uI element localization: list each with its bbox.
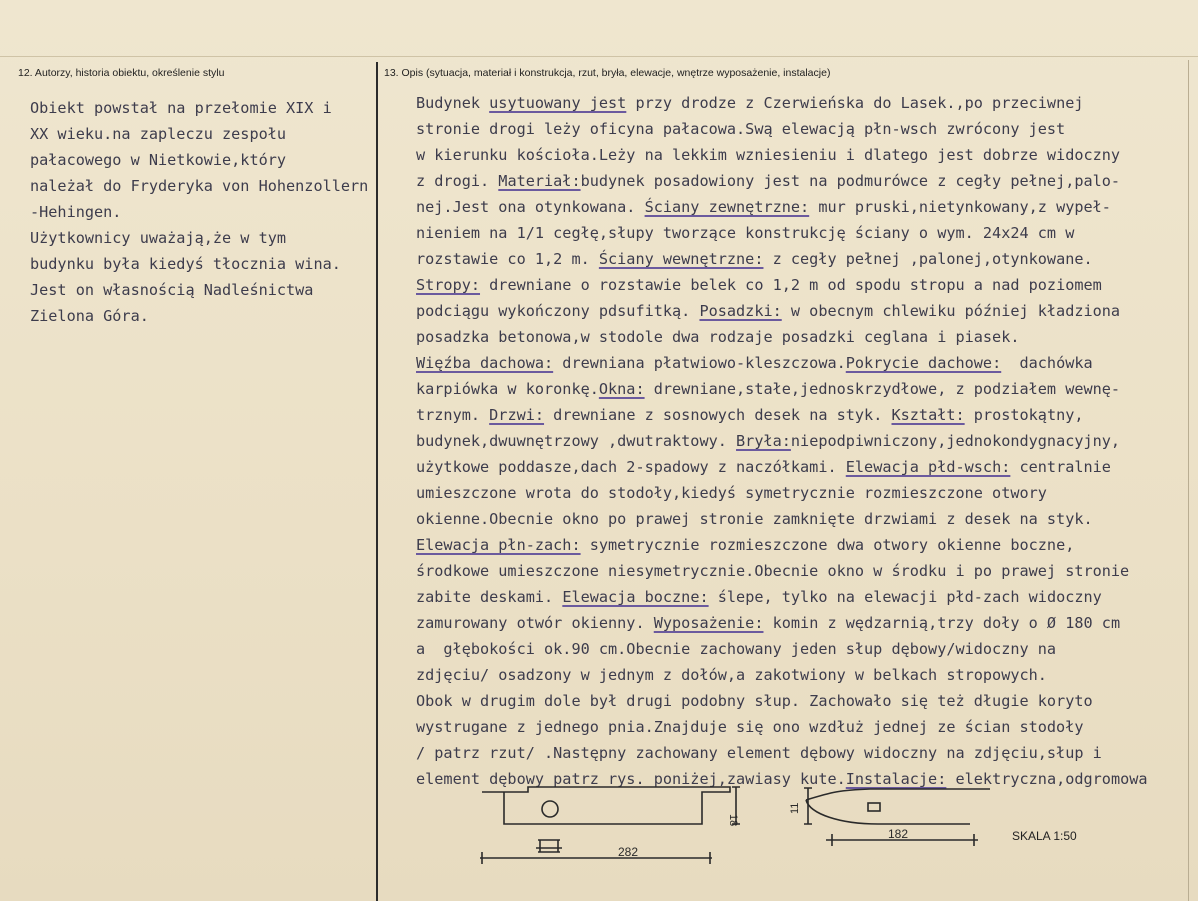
text-segment: budynek,dwuwnętrzowy ,dwutraktowy. [416, 432, 737, 450]
top-divider [0, 56, 1198, 57]
text-segment: Obok w drugim dole był drugi podobny słup. Zachowało się też długie koryto [416, 692, 1093, 710]
text-segment: umieszczone wrota do stodoły,kiedyś symetrycznie rozmieszczone otwory [416, 484, 1047, 502]
text-line: -Hehingen. [30, 203, 122, 221]
text-segment: nej.Jest ona otynkowana. [416, 198, 645, 216]
text-segment: prostokątny, [964, 406, 1084, 424]
text-line [416, 273, 1148, 299]
text-line [416, 325, 1148, 351]
text-segment: drewniane,stałe,jednoskrzydłowe, z podziałem wewnę- [644, 380, 1121, 398]
text-line [416, 143, 1148, 169]
text-segment: element dębowy patrz rys. poniżej,zawiasy kute. [416, 770, 846, 788]
text-segment: wystrugane z jednego pnia.Znajduje się ono wzdłuż jednej ze ścian stodoły [416, 718, 1084, 736]
underlined-heading: Posadzki: [699, 302, 782, 320]
underlined-heading: Ściany zewnętrzne: [644, 198, 810, 216]
text-line [416, 299, 1148, 325]
text-segment: a głębokości ok.90 cm.Obecnie zachowany jeden słup dębowy/widoczny na [416, 640, 1057, 658]
text-line: budynku była kiedyś tłocznia wina. [30, 255, 341, 273]
text-line [416, 91, 1148, 117]
text-segment: drewniane z sosnowych desek na styk. [544, 406, 892, 424]
section-12-text [30, 95, 368, 329]
section-12-header: 12. Autorzy, historia obiektu, określenie stylu [18, 67, 225, 79]
right-edge [1188, 60, 1189, 901]
underlined-heading: usytuowany jest [489, 94, 627, 112]
text-line: Użytkownicy uważają,że w tym [30, 229, 287, 247]
underlined-heading: Wyposażenie: [653, 614, 764, 632]
text-segment: Budynek [416, 94, 490, 112]
text-line [416, 455, 1148, 481]
text-segment: zdjęciu/ osadzony w jednym z dołów,a zakotwiony w belkach stropowych. [416, 666, 1047, 684]
text-segment: centralnie [1010, 458, 1111, 476]
underlined-heading: Elewacja płn-zach: [416, 536, 581, 554]
text-line [416, 585, 1148, 611]
text-line [416, 637, 1148, 663]
text-line [416, 481, 1148, 507]
text-segment: z cegły pełnej ,palonej,otynkowane. [763, 250, 1093, 268]
text-segment: elektryczna,odgromowa [946, 770, 1148, 788]
text-line [416, 195, 1148, 221]
text-segment: ślepe, tylko na elewacji płd-zach widoczny [708, 588, 1102, 606]
column-divider [376, 62, 378, 901]
text-line [416, 663, 1148, 689]
text-segment: nieniem na 1/1 cegłę,słupy tworzące konstrukcję ściany o wym. 24x24 cm w [416, 224, 1075, 242]
text-line: XX wieku.na zapleczu zespołu [30, 125, 287, 143]
text-line: należał do Fryderyka von Hohenzollern [30, 177, 369, 195]
underlined-heading: Bryła: [736, 432, 791, 450]
text-line [416, 169, 1148, 195]
scale-label: SKALA 1:50 [1012, 829, 1077, 843]
beam-outline [482, 787, 730, 824]
section-13-header: 13. Opis (sytuacja, materiał i konstrukcja, rzut, bryła, elewacje, wnętrze wyposażenie, instalacje) [384, 67, 831, 79]
section-13-text [416, 91, 1148, 793]
text-segment: przy drodze z Czerwieńska do Lasek.,po przeciwnej [626, 94, 1084, 112]
text-segment: rozstawie co 1,2 m. [416, 250, 599, 268]
text-line [416, 559, 1148, 585]
text-segment: w kierunku kościoła.Leży na lekkim wzniesieniu i dlatego jest dobrze widoczny [416, 146, 1121, 164]
text-line [416, 403, 1148, 429]
underlined-heading: Więźba dachowa: [416, 354, 554, 372]
hinge-outline [806, 789, 990, 824]
text-segment: komin z wędzarnią,trzy doły o Ø 180 cm [763, 614, 1121, 632]
text-segment: zabite deskami. [416, 588, 563, 606]
text-segment: dachówka [1001, 354, 1093, 372]
technical-drawing [470, 778, 1030, 878]
text-segment: karpiówka w koronkę. [416, 380, 599, 398]
text-line [416, 247, 1148, 273]
text-line: pałacowego w Nietkowie,który [30, 151, 287, 169]
text-segment: niepodpiwniczony,jednokondygnacyjny, [790, 432, 1121, 450]
underlined-heading: Elewacja płd-wsch: [845, 458, 1011, 476]
text-segment: w obecnym chlewiku później kładziona [781, 302, 1121, 320]
dim-length-2: 182 [888, 827, 909, 841]
text-line [416, 351, 1148, 377]
underlined-heading: Instalacje: [845, 770, 947, 788]
text-line [416, 611, 1148, 637]
underlined-heading: Drzwi: [489, 406, 545, 424]
underlined-heading: Kształt: [891, 406, 965, 424]
text-line [416, 689, 1148, 715]
underlined-heading: Elewacja boczne: [562, 588, 709, 606]
text-line [416, 533, 1148, 559]
text-segment: stronie drogi leży oficyna pałacowa.Swą elewacją płn-wsch zwrócony jest [416, 120, 1066, 138]
text-line [416, 429, 1148, 455]
underlined-heading: Pokrycie dachowe: [845, 354, 1002, 372]
text-segment: użytkowe poddasze,dach 2-spadowy z naczółkami. [416, 458, 846, 476]
text-segment: okienne.Obecnie okno po prawej stronie zamknięte drzwiami z desek na styk. [416, 510, 1093, 528]
text-segment: z drogi. [416, 172, 499, 190]
dim-length-1: 282 [618, 845, 639, 859]
text-segment: posadzka betonowa,w stodole dwa rodzaje posadzki ceglana i piasek. [416, 328, 1020, 346]
text-segment: podciągu wykończony pdsufitką. [416, 302, 700, 320]
underlined-heading: Okna: [598, 380, 645, 398]
text-segment: budynek posadowiony jest na podmurówce z cegły pełnej,palo- [580, 172, 1121, 190]
text-segment: drewniana płatwiowo-kleszczowa. [553, 354, 846, 372]
text-line [416, 117, 1148, 143]
beam-hole [542, 801, 558, 817]
text-segment: / patrz rzut/ .Następny zachowany element dębowy widoczny na zdjęciu,słup i [416, 744, 1102, 762]
text-segment: symetrycznie rozmieszczone dwa otwory okienne boczne, [580, 536, 1075, 554]
underlined-heading: Ściany wewnętrzne: [598, 250, 764, 268]
underlined-heading: Stropy: [416, 276, 481, 294]
dim-height-2: 11 [789, 802, 801, 814]
text-segment: drewniane o rozstawie belek co 1,2 m od spodu stropu a nad poziomem [480, 276, 1102, 294]
text-segment: środkowe umieszczone niesymetrycznie.Obecnie okno w środku i po prawej stronie [416, 562, 1130, 580]
text-segment: zamurowany otwór okienny. [416, 614, 654, 632]
text-line: Jest on własnością Nadleśnictwa [30, 281, 314, 299]
beam-bracket [536, 840, 562, 852]
text-line [416, 715, 1148, 741]
text-line [416, 377, 1148, 403]
hinge-slot [868, 803, 880, 811]
dim-height-1: 18 [727, 814, 739, 827]
text-segment: trznym. [416, 406, 490, 424]
text-line [416, 221, 1148, 247]
text-line: Zielona Góra. [30, 307, 149, 325]
text-line: Obiekt powstał na przełomie XIX i [30, 99, 332, 117]
text-line [416, 741, 1148, 767]
underlined-heading: Materiał: [498, 172, 581, 190]
text-line [416, 507, 1148, 533]
text-segment: mur pruski,nietynkowany,z wypeł- [809, 198, 1111, 216]
